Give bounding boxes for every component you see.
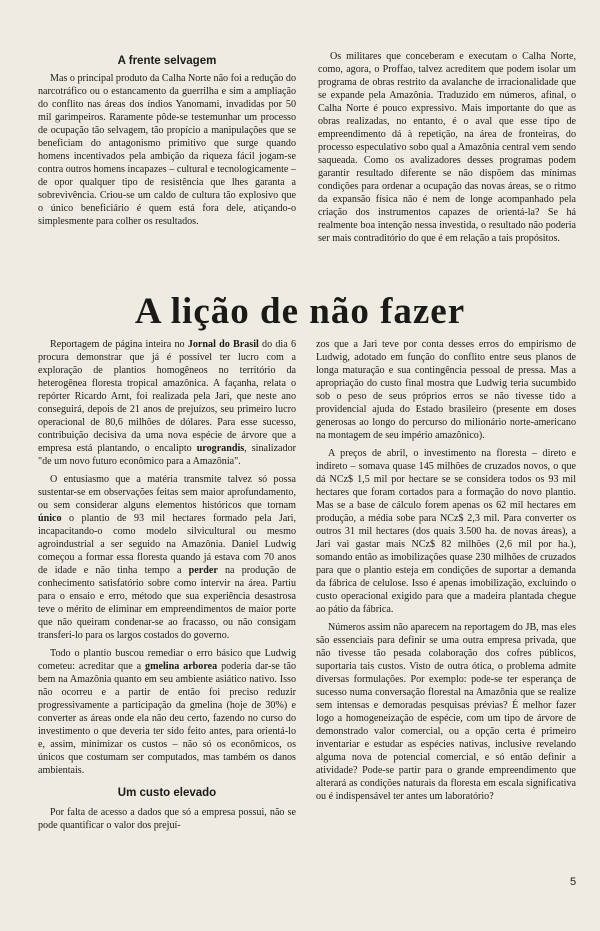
paragraph: Números assim não aparecem na reportagem do JB, mas eles são essenciais para definir se uma outra empresa privada, que não tivesse tão pesada colaboração dos cofres públicos, suportaria tais custos. Visto de outra ótica, o problema admite diversas formulações. Por exemplo: pode-se ter esperança de sucesso numa conversação florestal na Amazônia que se realize sem intensas e demoradas pesquisas prévias? É melhor fazer logo a homogeneização de espécie, com um tipo de árvore de demonstrado valor comercial, ou a opção certa é primeiro inventariar e estudar as espécies nativas, inclusive revelando alguma nova de potencial comercial, e só então definir a atividade? Pode-se partir para o grande empreendimento que alterará as condições naturais da floresta em escala significativa ou é indispensável ter antes um laboratório?	[316, 622, 576, 802]
paragraph: Reportagem de página inteira no Jornal do Brasil do dia 6 procura demonstrar que já é possível ter lucro com a exploração de plantios homogêneos no território da heterogênea floresta tropical amazônica. A façanha, relata o repórter Ricardo Arnt, foi realizada pela Jari, que neste ano conseguirá, depois de 21 anos de prejuízos, seu primeiro lucro operacional de 80,6 milhões de dólares. Para esse sucesso, contribuição decisiva da uma nova espécie de árvore que a empresa está plantando, o encalipto urograndis, sinalizador "de um novo futuro econômico para a Amazônia".	[38, 339, 296, 467]
paragraph: O entusiasmo que a matéria transmite talvez só possa sustentar-se em observações feitas sem maior aprofundamento, ou sem considerar alguns elementos históricos que tornam único o plantio de 93 mil hectares formado pela Jari, incapacitando-o como modelo silvicultural ou mesmo agroindustrial a ser seguido na Amazônia. Daniel Ludwig começou a formar essa floresta quando já estava com 70 anos de idade e não tinha tempo a perder na produção de conhecimento satisfatório sobre como intervir na área. Partiu para o ensaio e erro, método que sua experiência desastrosa teve o mérito de eliminar em empreendimentos de maior porte que não queiram condenar-se ao fracasso, ou não consigam transferi-lo para os largos costados do governo.	[38, 474, 296, 641]
paragraph: A preços de abril, o investimento na floresta – direto e indireto – somava quase 145 milhões de cruzados novos, o que dá NCz$ 1,5 mil por hectare se se considera todos os 93 mil hectares que foram cortados para a formação do novo plantio. Mas se a base de cálculo forem apenas os 62 mil hectares em produção, a média sobe para NCz$ 2,3 mil. Para converter os outros 31 mil hectares (dos quais 3.500 ha. de novas áreas), a Jari vai gastar mais NCz$ 82 milhões (2,6 mil por ha.), somando então as imobilizações quase 230 milhões de cruzados para que o plantio esteja em condições de suportar a demanda da fábrica de celulose. Isso é apenas imobilização, excluindo o custo operacional exigido para que a madeira plantada chegue ao pátio da fábrica.	[316, 448, 576, 615]
article-column-bottom-right	[316, 338, 576, 803]
page-number: 5	[570, 876, 577, 888]
paragraph: Os militares que conceberam e executam o Calha Norte, como, agora, o Proffao, talvez acreditem que podem isolar um programa de obras restrito da avalanche de irracionalidade que se expande pela Amazônia. Traduzido em números, afinal, o Calha Norte é pouco expressivo. Mais importante do que as obras realizadas, no entanto, é o aval que esse tipo de empreendimento dá à repetição, na área de fronteiras, do processo especulativo sobo qual a Amazônia central vem sendo saqueada. Como os avalizadores desses programas podem garantir resultado diferente se não dispõem das mínimas condições para ordenar a ocupação das novas áreas, se o ritmo da expansão física não é nem de longe acompanhado pela criação dos instrumentos capazes de orientá-la? Se há realmente boa intenção nessa investida, o resultado não poderia ser mais contraditório do que é em relação a tais propósitos.	[318, 51, 576, 244]
section-heading-frente-selvagem: A frente selvagem	[117, 55, 217, 67]
paragraph: zos que a Jari teve por conta desses erros do empirismo de Ludwig, adotado em função do conflito entre seus planos de longa maturação e sua contingência pessoal de pressa. Mas a apropriação do custo final mostra que Ludwig teria sucumbido sob o peso de seus próprios erros se não tivesse tido a providencial ajuda do Estado brasileiro (presente em doses generosas ao longo do percurso do milionário norte-americano na montagem de seu império amazônico).	[316, 339, 576, 441]
paragraph: Todo o plantio buscou remediar o erro básico que Ludwig cometeu: acreditar que a gmelina arborea poderia dar-se tão bem na Amazônia quanto em seu ambiente asiático nativo. Isso não ocorreu e a partir de então foi preciso reduzir progressivamente a participação da gmelina (hoje de 30%) e converter as áreas onde ela não deu certo, fazendo no curso do investimento o que deveria ter sido feito antes, para orientá-lo e, assim, minimizar os custos – não só os econômicos, os únicos que costumam ser computados, mas também os danos ambientais.	[38, 648, 296, 776]
paragraph: Mas o principal produto da Calha Norte não foi a redução do narcotráfico ou o estancamento da guerrilha e sim a ampliação do conflito nas áreas dos índios Yanomami, invadidas por 50 mil garimpeiros. Raramente pôde-se testemunhar um processo de ocupação tão selvagem, tão propício a manipulações que se beneficiam do antagonismo primitivo que surge quando homens incentivados pela ambição da riqueza fácil jogam-se contra outros homens incapazes – cultural e tecnologicamente – de opor qualquer tipo de resistência que lhes garanta a sobrevivência. Criou-se um caldo de cultura tão explosivo que o único beneficiário é quem está fora dele, atiçando-o simplesmente para colher os resultados.	[38, 73, 296, 227]
section-heading-custo-elevado: Um custo elevado	[117, 787, 217, 799]
article-column-top-right	[318, 50, 576, 245]
article-column-bottom-left	[38, 338, 296, 832]
headline: A lição de não fazer	[134, 291, 466, 332]
paragraph: Por falta de acesso a dados que só a empresa possui, não se pode quantificar o valor dos prejuí-	[38, 807, 296, 831]
article-column-top-left	[38, 72, 296, 228]
